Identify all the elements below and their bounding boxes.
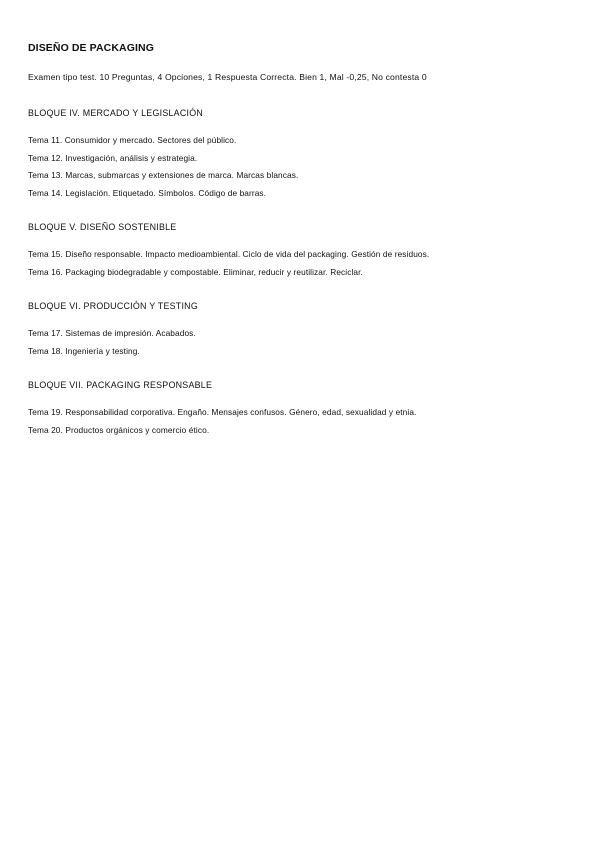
topic-item: Tema 19. Responsabilidad corporativa. Engaño. Mensajes confusos. Género, edad, sexualidad y etnia. <box>28 407 417 417</box>
document-title: DISEÑO DE PACKAGING <box>28 42 154 54</box>
block-title: BLOQUE VII. PACKAGING RESPONSABLE <box>28 380 213 390</box>
topic-item: Tema 15. Diseño responsable. Impacto medioambiental. Ciclo de vida del packaging. Gestión de residuos. <box>28 249 430 259</box>
topic-item: Tema 11. Consumidor y mercado. Sectores del público. <box>28 135 237 145</box>
block-v <box>28 222 576 281</box>
block-title: BLOQUE IV. MERCADO Y LEGISLACIÓN <box>28 108 204 118</box>
block-iv <box>28 108 576 202</box>
topic-item: Tema 17. Sistemas de impresión. Acabados. <box>28 328 196 338</box>
topic-item: Tema 16. Packaging biodegradable y compostable. Eliminar, reducir y reutilizar. Reciclar. <box>28 266 363 277</box>
block-vii <box>28 380 576 439</box>
block-title: BLOQUE VI. PRODUCCIÓN Y TESTING <box>28 301 198 311</box>
block-title: BLOQUE V. DISEÑO SOSTENIBLE <box>28 222 177 232</box>
topic-item: Tema 18. Ingeniería y testing. <box>28 345 140 356</box>
topic-item: Tema 13. Marcas, submarcas y extensiones de marca. Marcas blancas. <box>28 170 299 180</box>
block-vi <box>28 301 576 360</box>
exam-description: Examen tipo test. 10 Preguntas, 4 Opciones, 1 Respuesta Correcta. Bien 1, Mal -0,25, No contesta 0 <box>28 72 427 82</box>
topic-item: Tema 14. Legislación. Etiquetado. Símbolos. Código de barras. <box>28 187 267 198</box>
document-page <box>28 42 576 459</box>
topic-item: Tema 20. Productos orgánicos y comercio ético. <box>28 424 210 435</box>
topic-item: Tema 12. Investigación, análisis y estrategia. <box>28 152 198 163</box>
